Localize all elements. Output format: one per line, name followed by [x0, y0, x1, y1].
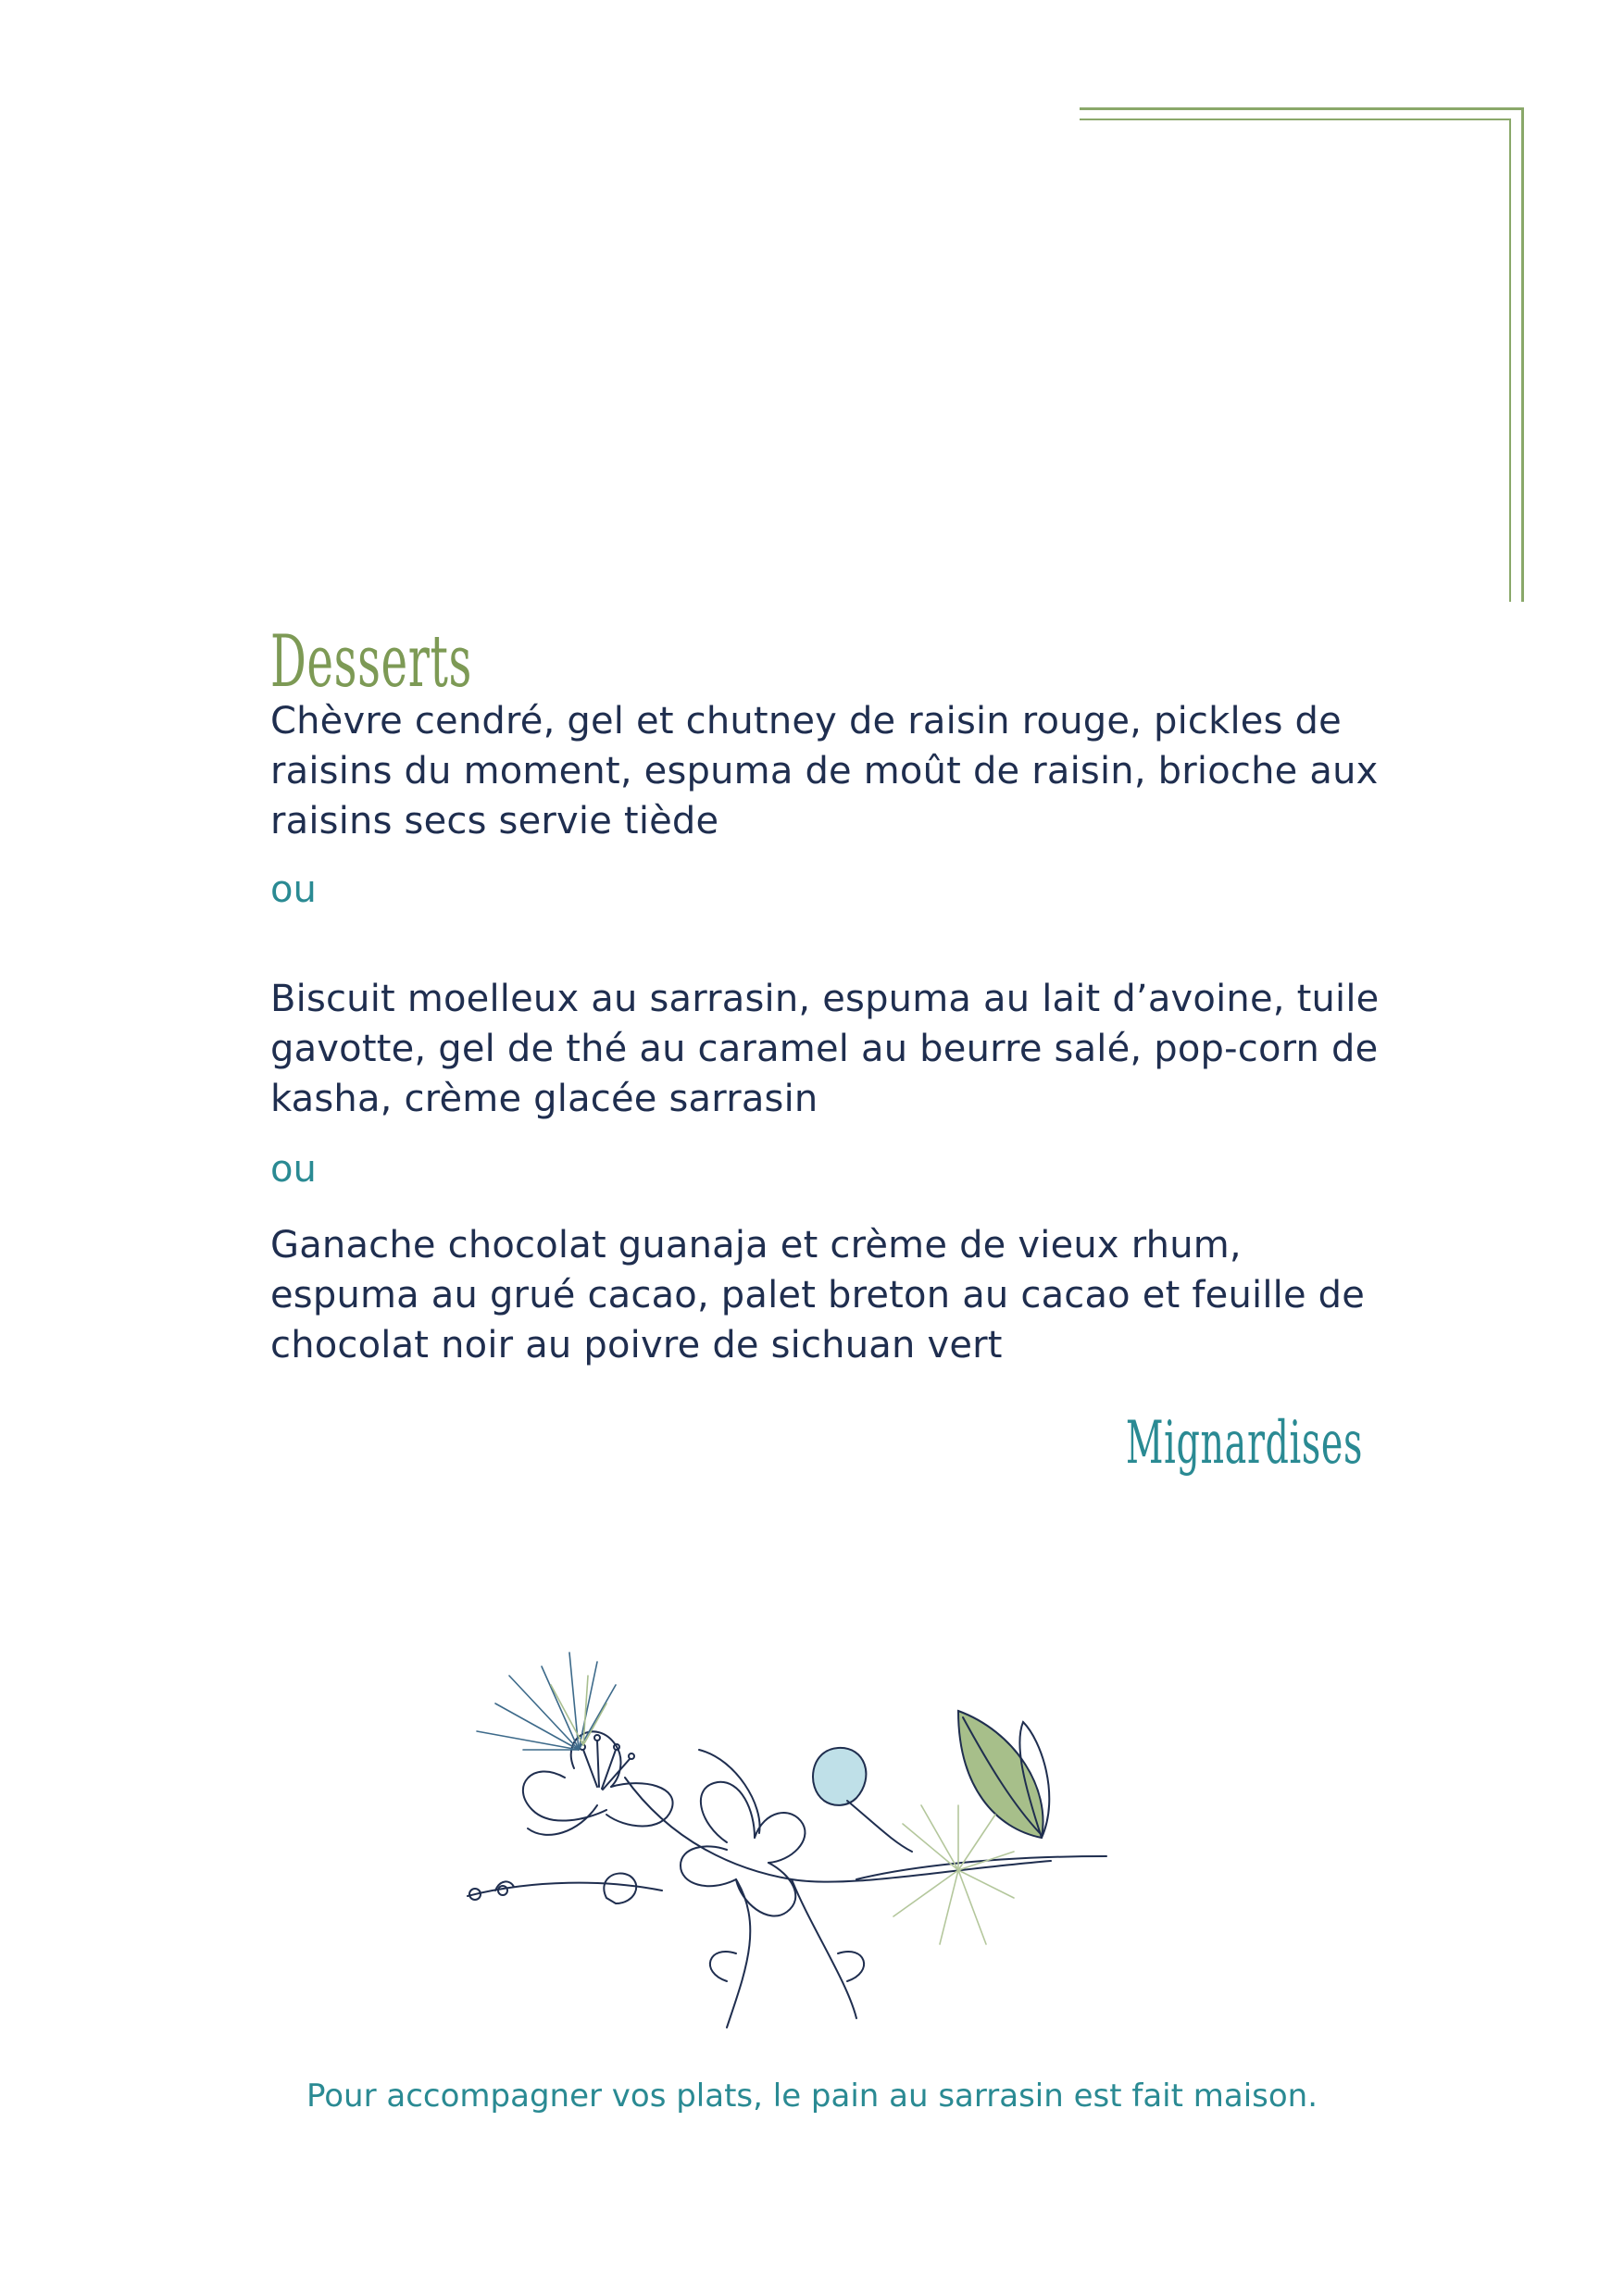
frame-line-outer-top [1080, 107, 1524, 110]
dish-3: Ganache chocolat guanaja et crème de vieux rhum, espuma au grué cacao, palet breton au cacao et feuille de chocolat noir au poivre de sichuan vert [270, 1224, 1366, 1366]
separator-ou-1: ou [270, 868, 317, 911]
frame-line-outer-right [1521, 107, 1524, 602]
frame-line-inner-right [1509, 119, 1511, 602]
section-title: Desserts [270, 620, 472, 705]
floral-branch-illustration [458, 1648, 1125, 2037]
dish-2: Biscuit moelleux au sarrasin, espuma au lait d’avoine, tuile gavotte, gel de thé au caramel au beurre salé, pop-corn de kasha, crème glacée sarrasin [270, 978, 1380, 1120]
dish-1: Chèvre cendré, gel et chutney de raisin rouge, pickles de raisins du moment, espuma de moût de raisin, brioche aux raisins secs servie tiède [270, 700, 1379, 842]
mignardises-label: Mignardises [1125, 1409, 1363, 1478]
separator-ou-2: ou [270, 1148, 317, 1191]
frame-line-inner-top [1080, 119, 1511, 120]
footer-note: Pour accompagner vos plats, le pain au sarrasin est fait maison. [306, 2078, 1318, 2115]
